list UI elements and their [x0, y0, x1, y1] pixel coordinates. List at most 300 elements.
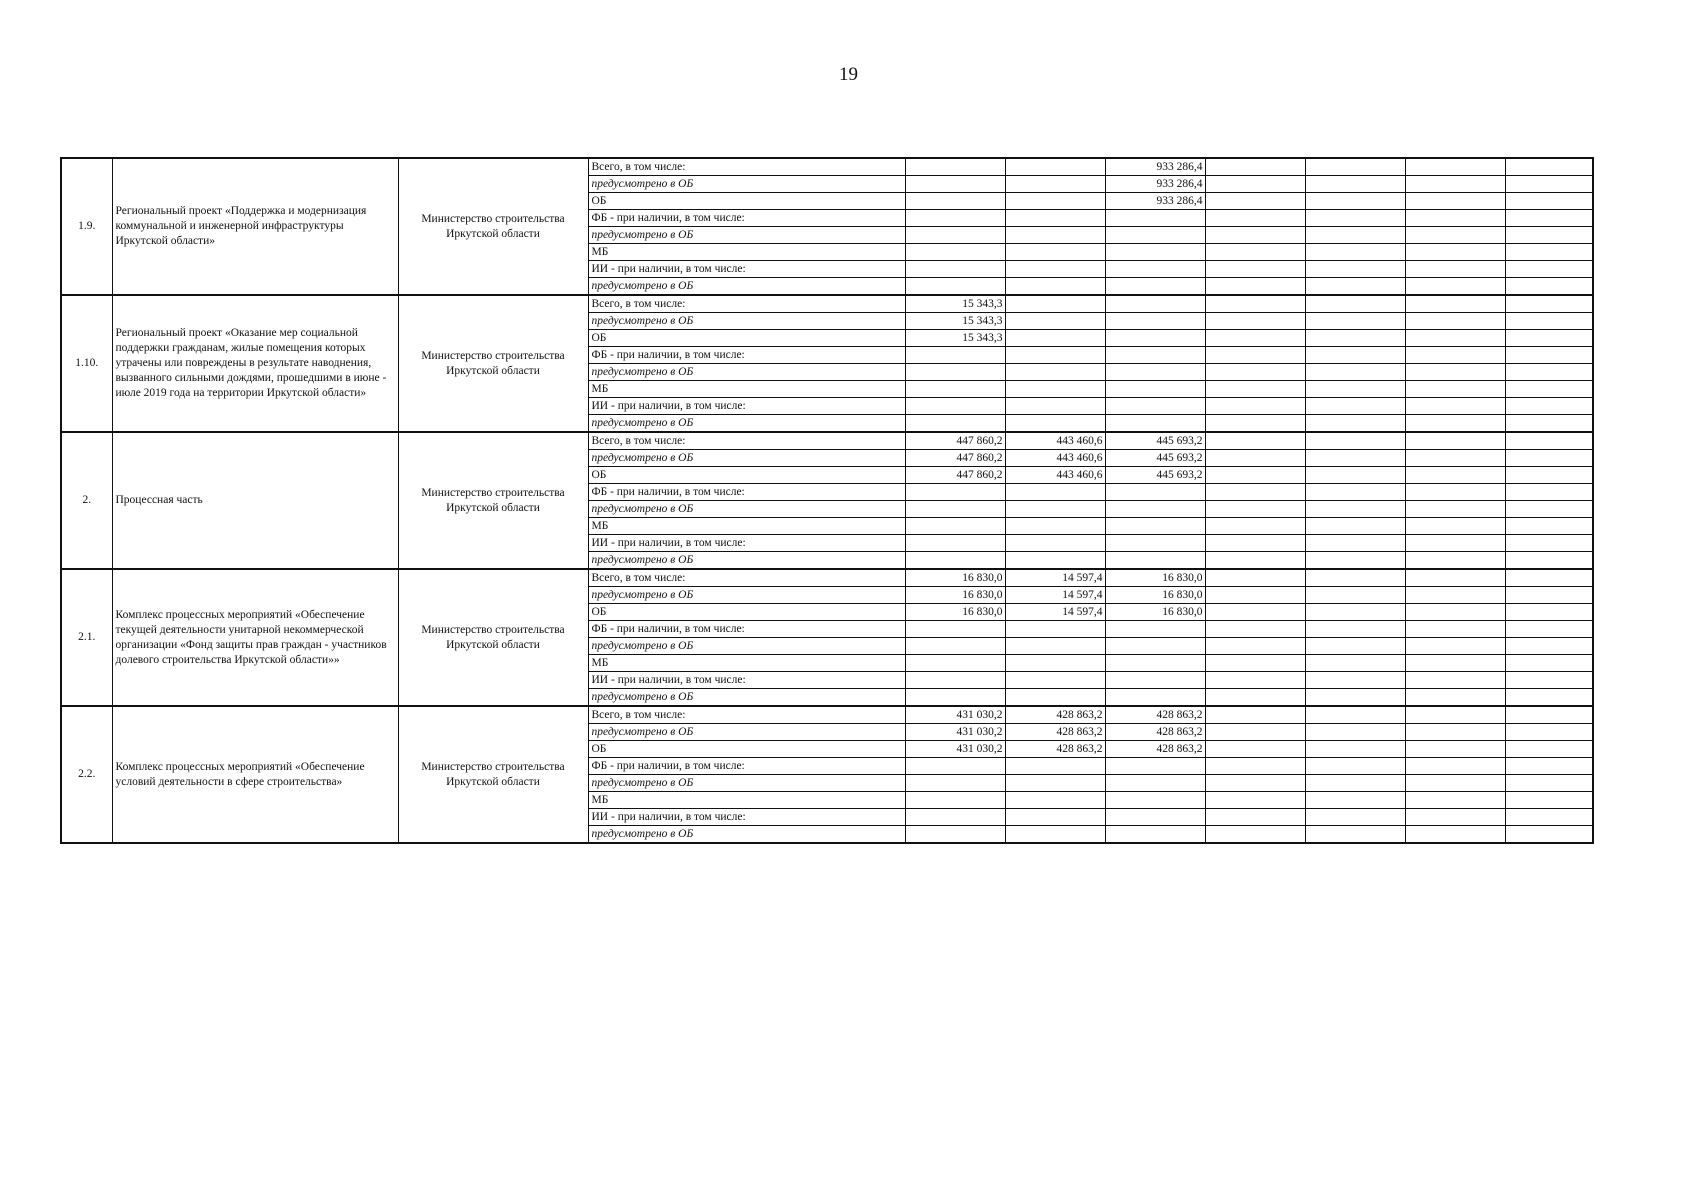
funding-source-label: предусмотрено в ОБ	[588, 450, 905, 467]
value-cell	[1005, 210, 1105, 227]
value-cell	[1205, 501, 1305, 518]
value-cell	[1505, 398, 1593, 415]
value-cell	[1405, 792, 1505, 809]
item-executor: Министерство строительства Иркутской области	[398, 295, 588, 432]
value-cell	[1405, 741, 1505, 758]
value-cell	[905, 638, 1005, 655]
value-cell	[1505, 227, 1593, 244]
value-cell	[1305, 672, 1405, 689]
value-cell	[1405, 672, 1505, 689]
item-number: 1.10.	[61, 295, 112, 432]
value-cell: 16 830,0	[1105, 569, 1205, 587]
value-cell	[1005, 638, 1105, 655]
value-cell	[1105, 518, 1205, 535]
value-cell: 428 863,2	[1005, 724, 1105, 741]
value-cell	[1405, 313, 1505, 330]
value-cell	[1405, 467, 1505, 484]
funding-source-label: предусмотрено в ОБ	[588, 826, 905, 844]
value-cell	[1005, 621, 1105, 638]
funding-source-label: ОБ	[588, 193, 905, 210]
value-cell	[1105, 809, 1205, 826]
funding-source-label: МБ	[588, 244, 905, 261]
value-cell	[1205, 364, 1305, 381]
value-cell	[1105, 775, 1205, 792]
funding-source-label: предусмотрено в ОБ	[588, 176, 905, 193]
value-cell	[1305, 313, 1405, 330]
funding-source-label: ФБ - при наличии, в том числе:	[588, 758, 905, 775]
value-cell	[1205, 518, 1305, 535]
value-cell	[1105, 313, 1205, 330]
funding-source-label: предусмотрено в ОБ	[588, 364, 905, 381]
value-cell	[1005, 792, 1105, 809]
value-cell	[1305, 518, 1405, 535]
value-cell	[1005, 193, 1105, 210]
value-cell	[905, 176, 1005, 193]
value-cell	[1305, 415, 1405, 433]
value-cell	[1105, 535, 1205, 552]
value-cell	[1505, 535, 1593, 552]
value-cell	[1405, 604, 1505, 621]
value-cell	[1205, 467, 1305, 484]
value-cell: 16 830,0	[1105, 604, 1205, 621]
funding-source-label: МБ	[588, 655, 905, 672]
value-cell	[1205, 621, 1305, 638]
funding-source-label: предусмотрено в ОБ	[588, 501, 905, 518]
value-cell: 14 597,4	[1005, 569, 1105, 587]
value-cell	[1505, 313, 1593, 330]
value-cell	[1305, 398, 1405, 415]
value-cell	[1005, 330, 1105, 347]
value-cell: 443 460,6	[1005, 450, 1105, 467]
value-cell	[1405, 278, 1505, 296]
value-cell	[905, 655, 1005, 672]
value-cell	[1205, 193, 1305, 210]
value-cell	[905, 501, 1005, 518]
value-cell	[1305, 758, 1405, 775]
value-cell	[1205, 741, 1305, 758]
value-cell	[905, 244, 1005, 261]
value-cell	[1405, 621, 1505, 638]
value-cell	[1305, 278, 1405, 296]
value-cell	[1405, 518, 1505, 535]
value-cell	[1205, 792, 1305, 809]
funding-source-label: предусмотрено в ОБ	[588, 552, 905, 570]
value-cell	[1105, 398, 1205, 415]
value-cell: 16 830,0	[905, 569, 1005, 587]
value-cell	[1205, 432, 1305, 450]
value-cell	[905, 758, 1005, 775]
value-cell	[1005, 809, 1105, 826]
value-cell	[1105, 278, 1205, 296]
value-cell	[1505, 467, 1593, 484]
item-number: 2.	[61, 432, 112, 569]
value-cell	[1305, 295, 1405, 313]
table-group	[61, 432, 1593, 569]
value-cell	[1205, 210, 1305, 227]
value-cell	[1505, 792, 1593, 809]
value-cell	[1505, 261, 1593, 278]
funding-source-label: МБ	[588, 518, 905, 535]
value-cell	[1305, 244, 1405, 261]
value-cell	[1005, 313, 1105, 330]
value-cell	[1205, 381, 1305, 398]
value-cell	[1405, 295, 1505, 313]
value-cell: 428 863,2	[1105, 724, 1205, 741]
value-cell: 428 863,2	[1105, 741, 1205, 758]
value-cell	[1205, 176, 1305, 193]
value-cell	[1505, 672, 1593, 689]
value-cell: 431 030,2	[905, 724, 1005, 741]
value-cell	[1205, 724, 1305, 741]
value-cell	[1505, 689, 1593, 707]
value-cell	[1105, 792, 1205, 809]
value-cell	[1005, 655, 1105, 672]
value-cell	[1105, 330, 1205, 347]
value-cell	[1205, 689, 1305, 707]
value-cell	[1005, 398, 1105, 415]
value-cell	[1505, 158, 1593, 176]
value-cell	[1305, 467, 1405, 484]
table-row	[61, 295, 1593, 313]
value-cell	[1005, 176, 1105, 193]
funding-source-label: предусмотрено в ОБ	[588, 724, 905, 741]
value-cell	[1405, 244, 1505, 261]
value-cell	[1505, 210, 1593, 227]
funding-source-label: предусмотрено в ОБ	[588, 587, 905, 604]
value-cell	[1405, 655, 1505, 672]
funding-source-label: предусмотрено в ОБ	[588, 689, 905, 707]
value-cell	[1005, 689, 1105, 707]
value-cell	[1005, 261, 1105, 278]
value-cell	[1205, 809, 1305, 826]
value-cell	[1305, 364, 1405, 381]
value-cell	[1205, 587, 1305, 604]
funding-source-label: ИИ - при наличии, в том числе:	[588, 398, 905, 415]
value-cell	[1505, 176, 1593, 193]
value-cell	[1405, 758, 1505, 775]
value-cell	[1405, 330, 1505, 347]
value-cell	[1005, 484, 1105, 501]
value-cell	[905, 689, 1005, 707]
value-cell	[1305, 227, 1405, 244]
value-cell	[1405, 176, 1505, 193]
value-cell	[1105, 244, 1205, 261]
value-cell	[1505, 278, 1593, 296]
value-cell	[1405, 552, 1505, 570]
page-number: 19	[839, 64, 858, 85]
value-cell	[1205, 655, 1305, 672]
value-cell: 15 343,3	[905, 313, 1005, 330]
value-cell	[905, 621, 1005, 638]
funding-source-label: ИИ - при наличии, в том числе:	[588, 535, 905, 552]
value-cell	[1405, 364, 1505, 381]
value-cell	[1305, 501, 1405, 518]
value-cell	[1405, 398, 1505, 415]
value-cell: 16 830,0	[1105, 587, 1205, 604]
funding-source-label: ИИ - при наличии, в том числе:	[588, 261, 905, 278]
value-cell	[1105, 758, 1205, 775]
value-cell	[1105, 501, 1205, 518]
funding-source-label: предусмотрено в ОБ	[588, 638, 905, 655]
funding-source-label: предусмотрено в ОБ	[588, 415, 905, 433]
funding-source-label: ОБ	[588, 741, 905, 758]
value-cell: 15 343,3	[905, 295, 1005, 313]
value-cell	[905, 552, 1005, 570]
value-cell	[1205, 535, 1305, 552]
value-cell	[1205, 278, 1305, 296]
value-cell	[1005, 672, 1105, 689]
value-cell	[1305, 552, 1405, 570]
value-cell	[1505, 638, 1593, 655]
value-cell	[1105, 261, 1205, 278]
value-cell	[1505, 330, 1593, 347]
value-cell	[1105, 295, 1205, 313]
value-cell	[1405, 724, 1505, 741]
value-cell	[1305, 569, 1405, 587]
value-cell	[1305, 775, 1405, 792]
value-cell	[1005, 364, 1105, 381]
funding-source-label: Всего, в том числе:	[588, 158, 905, 176]
value-cell	[1405, 261, 1505, 278]
value-cell	[905, 775, 1005, 792]
value-cell	[1505, 569, 1593, 587]
value-cell	[1305, 347, 1405, 364]
funding-source-label: ФБ - при наличии, в том числе:	[588, 484, 905, 501]
value-cell	[1405, 415, 1505, 433]
value-cell	[1205, 295, 1305, 313]
value-cell	[1005, 518, 1105, 535]
value-cell	[1305, 826, 1405, 844]
value-cell	[1305, 587, 1405, 604]
table-row	[61, 706, 1593, 724]
value-cell	[1205, 604, 1305, 621]
item-executor: Министерство строительства Иркутской области	[398, 158, 588, 295]
value-cell	[1405, 775, 1505, 792]
value-cell	[1505, 724, 1593, 741]
value-cell	[1505, 741, 1593, 758]
value-cell	[1405, 706, 1505, 724]
value-cell	[1505, 655, 1593, 672]
value-cell: 16 830,0	[905, 604, 1005, 621]
value-cell	[1505, 381, 1593, 398]
value-cell	[1305, 330, 1405, 347]
value-cell	[1105, 672, 1205, 689]
value-cell	[1005, 501, 1105, 518]
value-cell	[1405, 381, 1505, 398]
value-cell	[1205, 330, 1305, 347]
value-cell	[1205, 313, 1305, 330]
value-cell	[1305, 261, 1405, 278]
value-cell	[1305, 655, 1405, 672]
funding-source-label: ОБ	[588, 467, 905, 484]
value-cell	[1305, 484, 1405, 501]
value-cell	[1405, 689, 1505, 707]
value-cell	[1405, 432, 1505, 450]
value-cell	[1105, 826, 1205, 844]
value-cell	[1205, 158, 1305, 176]
value-cell	[1405, 587, 1505, 604]
table-group	[61, 295, 1593, 432]
value-cell	[905, 347, 1005, 364]
funding-source-label: ФБ - при наличии, в том числе:	[588, 210, 905, 227]
value-cell	[1205, 706, 1305, 724]
value-cell	[1205, 484, 1305, 501]
value-cell	[1505, 758, 1593, 775]
value-cell	[905, 792, 1005, 809]
value-cell	[1405, 193, 1505, 210]
value-cell	[1405, 484, 1505, 501]
value-cell: 933 286,4	[1105, 176, 1205, 193]
value-cell	[905, 227, 1005, 244]
value-cell	[1505, 775, 1593, 792]
value-cell	[1205, 415, 1305, 433]
value-cell: 431 030,2	[905, 706, 1005, 724]
funding-source-label: Всего, в том числе:	[588, 706, 905, 724]
value-cell	[1305, 621, 1405, 638]
value-cell	[1105, 381, 1205, 398]
value-cell	[1505, 826, 1593, 844]
value-cell	[1005, 775, 1105, 792]
value-cell	[1105, 364, 1205, 381]
value-cell	[1405, 501, 1505, 518]
value-cell	[1305, 158, 1405, 176]
value-cell	[1505, 587, 1593, 604]
value-cell: 16 830,0	[905, 587, 1005, 604]
value-cell	[905, 158, 1005, 176]
value-cell	[1005, 552, 1105, 570]
value-cell	[1405, 826, 1505, 844]
value-cell	[1205, 261, 1305, 278]
funding-source-label: МБ	[588, 381, 905, 398]
item-name: Комплекс процессных мероприятий «Обеспечение текущей деятельности унитарной некоммерческой организации «Фонд защиты прав граждан - участников долевого строительства Иркутской области»»	[112, 569, 398, 706]
value-cell	[1505, 295, 1593, 313]
item-executor: Министерство строительства Иркутской области	[398, 432, 588, 569]
value-cell	[1505, 518, 1593, 535]
value-cell	[1205, 552, 1305, 570]
value-cell	[1205, 244, 1305, 261]
value-cell	[1105, 227, 1205, 244]
value-cell	[1505, 415, 1593, 433]
value-cell	[1305, 638, 1405, 655]
value-cell	[1105, 638, 1205, 655]
value-cell	[1005, 415, 1105, 433]
value-cell: 428 863,2	[1105, 706, 1205, 724]
item-number: 1.9.	[61, 158, 112, 295]
value-cell	[1205, 227, 1305, 244]
value-cell	[1305, 792, 1405, 809]
value-cell: 933 286,4	[1105, 193, 1205, 210]
item-number: 2.2.	[61, 706, 112, 843]
value-cell	[905, 809, 1005, 826]
funding-source-label: ИИ - при наличии, в том числе:	[588, 809, 905, 826]
value-cell	[905, 518, 1005, 535]
value-cell	[1205, 347, 1305, 364]
value-cell: 443 460,6	[1005, 432, 1105, 450]
value-cell	[1305, 809, 1405, 826]
value-cell	[1005, 158, 1105, 176]
value-cell	[1405, 535, 1505, 552]
value-cell	[1205, 398, 1305, 415]
value-cell	[1305, 432, 1405, 450]
value-cell	[905, 535, 1005, 552]
table-group	[61, 158, 1593, 295]
value-cell	[905, 278, 1005, 296]
value-cell	[1305, 689, 1405, 707]
value-cell: 445 693,2	[1105, 450, 1205, 467]
value-cell	[905, 364, 1005, 381]
value-cell	[1205, 826, 1305, 844]
value-cell	[905, 672, 1005, 689]
value-cell	[1305, 176, 1405, 193]
value-cell	[1005, 535, 1105, 552]
funding-source-label: предусмотрено в ОБ	[588, 775, 905, 792]
funding-source-label: Всего, в том числе:	[588, 295, 905, 313]
value-cell: 447 860,2	[905, 467, 1005, 484]
value-cell	[1305, 741, 1405, 758]
value-cell	[1505, 484, 1593, 501]
value-cell: 445 693,2	[1105, 467, 1205, 484]
value-cell	[1305, 210, 1405, 227]
value-cell	[1105, 552, 1205, 570]
value-cell	[1305, 706, 1405, 724]
value-cell	[1305, 604, 1405, 621]
funding-source-label: предусмотрено в ОБ	[588, 227, 905, 244]
value-cell	[1405, 569, 1505, 587]
value-cell	[1005, 227, 1105, 244]
value-cell	[1405, 638, 1505, 655]
value-cell	[1005, 295, 1105, 313]
table-group	[61, 706, 1593, 843]
value-cell	[905, 193, 1005, 210]
value-cell	[1105, 689, 1205, 707]
value-cell	[1305, 381, 1405, 398]
value-cell	[905, 826, 1005, 844]
item-executor: Министерство строительства Иркутской области	[398, 706, 588, 843]
value-cell	[1105, 415, 1205, 433]
value-cell	[1505, 706, 1593, 724]
value-cell	[1505, 604, 1593, 621]
item-number: 2.1.	[61, 569, 112, 706]
funding-source-label: МБ	[588, 792, 905, 809]
value-cell	[1105, 484, 1205, 501]
item-name: Комплекс процессных мероприятий «Обеспечение условий деятельности в сфере строительства»	[112, 706, 398, 843]
value-cell	[1205, 775, 1305, 792]
value-cell	[1105, 621, 1205, 638]
item-name: Процессная часть	[112, 432, 398, 569]
value-cell	[1005, 347, 1105, 364]
value-cell: 431 030,2	[905, 741, 1005, 758]
value-cell	[1005, 826, 1105, 844]
funding-source-label: ОБ	[588, 604, 905, 621]
value-cell	[905, 210, 1005, 227]
funding-source-label: предусмотрено в ОБ	[588, 278, 905, 296]
value-cell	[1505, 193, 1593, 210]
funding-source-label: предусмотрено в ОБ	[588, 313, 905, 330]
value-cell	[1305, 535, 1405, 552]
value-cell	[1505, 364, 1593, 381]
value-cell: 14 597,4	[1005, 604, 1105, 621]
value-cell: 443 460,6	[1005, 467, 1105, 484]
value-cell	[1205, 758, 1305, 775]
table-row	[61, 569, 1593, 587]
table-row	[61, 432, 1593, 450]
funding-source-label: Всего, в том числе:	[588, 569, 905, 587]
value-cell	[1305, 724, 1405, 741]
value-cell	[1205, 450, 1305, 467]
value-cell	[1505, 552, 1593, 570]
value-cell	[1505, 450, 1593, 467]
value-cell	[1505, 809, 1593, 826]
